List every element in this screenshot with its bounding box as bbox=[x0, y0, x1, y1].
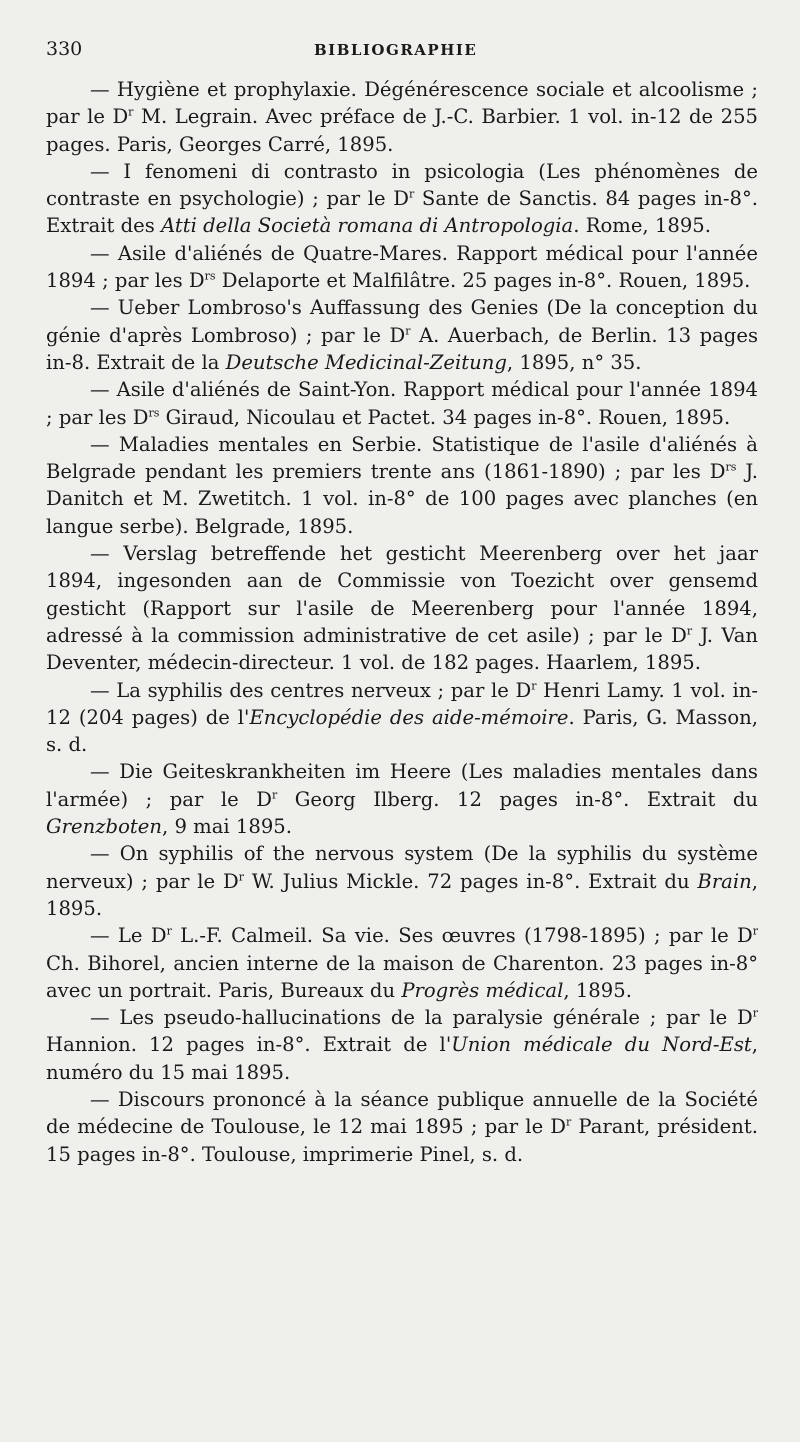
italic-title: Grenzboten bbox=[46, 815, 162, 839]
entry-text: , numéro du 15 mai 1895. bbox=[46, 1033, 759, 1084]
bibliography-entry bbox=[46, 294, 758, 376]
entry-text: M. Legrain. Avec préface de J.-C. Barbier. 1 vol. in-12 de 255 pages. Paris, Georges Carré, 1895. bbox=[46, 105, 758, 156]
bibliography-entry bbox=[46, 1086, 758, 1168]
entry-text: — Discours prononcé à la séance publique annuelle de la Société de médecine de Toulouse, le 12 mai 1895 ; par le D bbox=[46, 1087, 758, 1139]
entry-text: — I fenomeni di contrasto in psicologia (Les phénomènes de contraste en psychologie) ; par le D bbox=[46, 159, 758, 211]
italic-title: Union médicale du Nord-Est bbox=[451, 1033, 752, 1057]
superscript: r bbox=[408, 187, 415, 201]
entry-text: . Paris, G. Masson, s. d. bbox=[46, 705, 758, 757]
entry-text: Parant, président. 15 pages in-8°. Toulouse, imprimerie Pinel, s. d. bbox=[46, 1115, 758, 1166]
superscript: r bbox=[238, 870, 244, 884]
italic-title: Brain bbox=[697, 869, 752, 893]
entry-text: — Ueber Lombroso's Auffassung des Genies (De la conception du génie d'après Lombroso) ; par le D bbox=[46, 296, 758, 347]
superscript: r bbox=[405, 324, 411, 338]
entry-text: — Asile d'aliénés de Saint-Yon. Rapport médical pour l'année 1894 ; par les D bbox=[46, 378, 758, 429]
bibliography-entry bbox=[46, 758, 758, 840]
superscript: rs bbox=[725, 460, 737, 474]
bibliography-entry bbox=[46, 376, 758, 431]
entry-text: Sante de Sanctis. 84 pages in-8°. Extrait des bbox=[46, 187, 759, 238]
bibliography-entry bbox=[46, 840, 758, 922]
superscript: r bbox=[686, 624, 693, 638]
entry-text: . Rome, 1895. bbox=[573, 214, 711, 238]
superscript: rs bbox=[148, 406, 160, 420]
italic-title: Atti della Società romana di Antropologia bbox=[161, 214, 574, 238]
superscript: r bbox=[166, 924, 172, 938]
entry-text: — La syphilis des centres nerveux ; par le D bbox=[90, 678, 532, 702]
entry-text: Hannion. 12 pages in-8°. Extrait de l' bbox=[46, 1033, 452, 1057]
entry-text: Georg Ilberg. 12 pages in-8°. Extrait du bbox=[277, 787, 758, 811]
entry-text: — On syphilis of the nervous system (De la syphilis du système nerveux) ; par le D bbox=[46, 842, 758, 893]
entry-text: — Maladies mentales en Serbie. Statistique de l'asile d'aliénés à Belgrade pendant les premiers trente ans (1861-1890) ; par les D bbox=[46, 432, 758, 484]
superscript: r bbox=[752, 924, 758, 938]
page-header bbox=[46, 38, 758, 68]
entry-text: , 1895. bbox=[563, 978, 632, 1002]
entry-text: J. Danitch et M. Zwetitch. 1 vol. in-8° de 100 pages avec planches (en langue serbe). Belgrade, 1895. bbox=[46, 460, 758, 538]
entry-text: — Le D bbox=[90, 924, 167, 948]
italic-title: Encyclopédie des aide-mémoire bbox=[249, 705, 569, 729]
entry-text: A. Auerbach, de Berlin. 13 pages in-8. Extrait de la bbox=[46, 323, 758, 374]
entry-text: — Die Geiteskrankheiten im Heere (Les maladies mentales dans l'armée) ; par le D bbox=[46, 760, 758, 811]
entry-text: J. Van Deventer, médecin-directeur. 1 vol. de 182 pages. Haarlem, 1895. bbox=[46, 623, 759, 675]
entry-text: — Les pseudo-hallucinations de la paralysie générale ; par le D bbox=[90, 1006, 753, 1030]
entry-text: Henri Lamy. 1 vol. in-12 (204 pages) de l' bbox=[46, 678, 758, 729]
superscript: r bbox=[531, 679, 537, 692]
bibliography-entry bbox=[46, 1004, 758, 1086]
bibliography-entry bbox=[46, 76, 758, 158]
entry-text: , 1895, n° 35. bbox=[506, 350, 642, 374]
entry-text: — Asile d'aliénés de Quatre-Mares. Rapport médical pour l'année 1894 ; par les D bbox=[46, 241, 758, 293]
italic-title: Progrès médical bbox=[401, 978, 564, 1002]
bibliography-entry bbox=[46, 158, 758, 240]
entry-text: — Hygiène et prophylaxie. Dégénérescence sociale et alcoolisme ; par le D bbox=[46, 78, 758, 129]
bibliography-entry bbox=[46, 431, 758, 540]
bibliography-entry bbox=[46, 540, 758, 676]
entry-text: L.-F. Calmeil. Sa vie. Ses œuvres (1798-1895) ; par le D bbox=[171, 924, 753, 948]
entry-text: Delaporte et Malfilâtre. 25 pages in-8°. Rouen, 1895. bbox=[215, 269, 751, 293]
entry-text: Giraud, Nicoulau et Pactet. 34 pages in-8°. Rouen, 1895. bbox=[159, 405, 731, 429]
superscript: r bbox=[752, 1006, 758, 1020]
bibliography-entry bbox=[46, 922, 758, 1004]
entry-text: W. Julius Mickle. 72 pages in-8°. Extrait du bbox=[243, 869, 698, 893]
running-title: BIBLIOGRAPHIE bbox=[314, 41, 478, 59]
entry-text: — Verslag betreffende het gesticht Meerenberg over het jaar 1894, ingesonden aan de Commissie von Toezicht over gensemd gesticht (Rapport sur l'asile de Meerenberg pour l'année 1894, adressé à la commission administrative de cet asile) ; par le D bbox=[46, 542, 758, 647]
superscript: rs bbox=[204, 269, 216, 283]
bibliography-entry bbox=[46, 677, 758, 759]
entry-text: , 9 mai 1895. bbox=[161, 815, 292, 839]
italic-title: Deutsche Medicinal-Zeitung bbox=[225, 350, 507, 374]
entry-text: Ch. Bihorel, ancien interne de la maison de Charenton. 23 pages in-8° avec un portrait. Paris, Bureaux du bbox=[46, 951, 758, 1002]
superscript: r bbox=[566, 1115, 572, 1129]
page-number: 330 bbox=[46, 38, 83, 60]
bibliography-entry bbox=[46, 240, 758, 295]
superscript: r bbox=[128, 105, 134, 119]
entry-text: , 1895. bbox=[46, 869, 758, 920]
superscript: r bbox=[271, 788, 278, 802]
bibliography-list bbox=[46, 76, 758, 1168]
